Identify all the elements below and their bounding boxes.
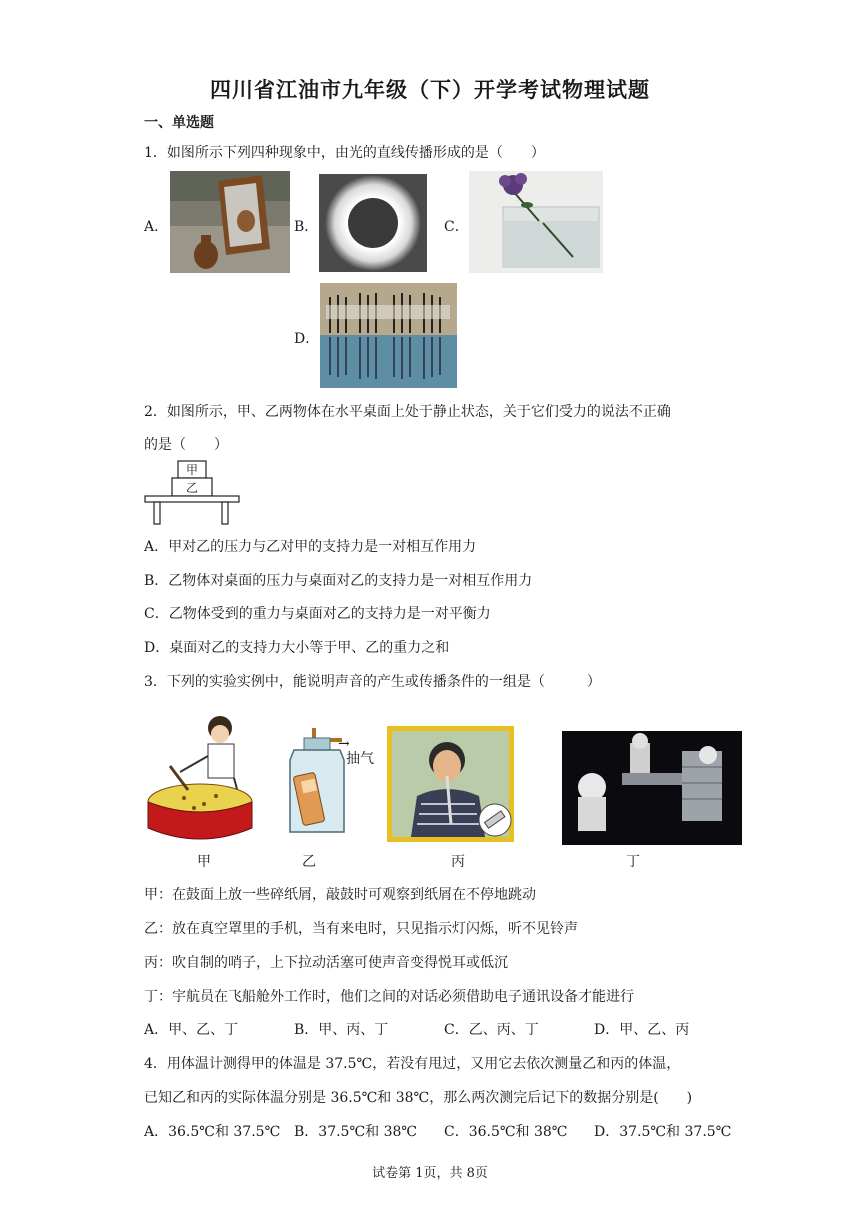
q2-block-jia-label: 甲 — [185, 463, 198, 477]
q2-block-yi-label: 乙 — [185, 481, 198, 495]
q3-stem: 3．下列的实验实例中，能说明声音的产生或传播条件的一组是（ ） — [144, 674, 601, 690]
q2-option-d: D．桌面对乙的支持力大小等于甲、乙的重力之和 — [144, 640, 450, 656]
q1-label-a: A． — [144, 219, 169, 235]
q3-caption-bing: 丙 — [451, 854, 465, 870]
q2-option-b: B．乙物体对桌面的压力与桌面对乙的支持力是一对相互作用力 — [144, 573, 533, 589]
q3-image-bing-whistle-boy — [387, 726, 514, 842]
q1-label-b: B． — [294, 219, 319, 235]
q2-stem-line2: 的是（ ） — [144, 437, 228, 453]
q4-option-b: B．37.5℃和 38℃ — [294, 1124, 418, 1140]
q3-option-d: D．甲、乙、丙 — [594, 1022, 690, 1038]
q3-caption-jia: 甲 — [197, 854, 211, 870]
q4-option-c: C．36.5℃和 38℃ — [444, 1124, 568, 1140]
q3-caption-yi: 乙 — [302, 854, 316, 870]
q3-option-c: C．乙、丙、丁 — [444, 1022, 539, 1038]
q3-pump-label: 抽气 — [346, 751, 374, 767]
q1-image-b-eclipse — [319, 174, 427, 272]
q1-image-d-zebra-reflection — [320, 283, 457, 388]
q2-stem-line1: 2．如图所示，甲、乙两物体在水平桌面上处于静止状态，关于它们受力的说法不正确 — [144, 404, 671, 420]
page-footer: 试卷第 1页，共 8页 — [372, 1166, 488, 1181]
q4-stem-line1: 4．用体温计测得甲的体温是 37.5℃，若没有甩过，又用它去依次测量乙和丙的体温， — [144, 1056, 681, 1072]
section-heading: 一、单选题 — [144, 115, 214, 131]
q1-stem: 1．如图所示下列四种现象中，由光的直线传播形成的是（ ） — [144, 145, 545, 161]
q4-option-d: D．37.5℃和 37.5℃ — [594, 1124, 732, 1140]
q2-option-a: A．甲对乙的压力与乙对甲的支持力是一对相互作用力 — [144, 539, 477, 555]
q3-statement-ding: 丁：宇航员在飞船舱外工作时，他们之间的对话必须借助电子通讯设备才能进行 — [144, 989, 634, 1005]
q3-statement-bing: 丙：吹自制的哨子，上下拉动活塞可使声音变得悦耳或低沉 — [144, 955, 508, 971]
q3-statement-yi: 乙：放在真空罩里的手机，当有来电时，只见指示灯闪烁，听不见铃声 — [144, 921, 578, 937]
q4-option-a: A．36.5℃和 37.5℃ — [144, 1124, 281, 1140]
arrow-right-icon: → — [338, 736, 350, 752]
page-title: 四川省江油市九年级（下）开学考试物理试题 — [210, 77, 650, 102]
q3-image-ding-astronauts — [562, 731, 742, 845]
q3-caption-ding: 丁 — [626, 854, 640, 870]
q1-image-a-mirror — [170, 171, 290, 273]
q1-label-c: C． — [444, 219, 469, 235]
q2-option-c: C．乙物体受到的重力与桌面对乙的支持力是一对平衡力 — [144, 606, 491, 622]
q4-stem-line2: 已知乙和丙的实际体温分别是 36.5℃和 38℃，那么两次测完后记下的数据分别是( ) — [144, 1090, 693, 1106]
q3-image-yi-vacuum-jar — [284, 728, 376, 838]
q3-statement-jia: 甲：在鼓面上放一些碎纸屑，敲鼓时可观察到纸屑在不停地跳动 — [144, 887, 536, 903]
q3-option-b: B．甲、丙、丁 — [294, 1022, 389, 1038]
q3-image-jia-drum — [144, 710, 262, 844]
q1-image-c-flower-in-water — [469, 171, 603, 273]
q3-option-a: A．甲、乙、丁 — [144, 1022, 239, 1038]
q1-label-d: D． — [294, 331, 320, 347]
